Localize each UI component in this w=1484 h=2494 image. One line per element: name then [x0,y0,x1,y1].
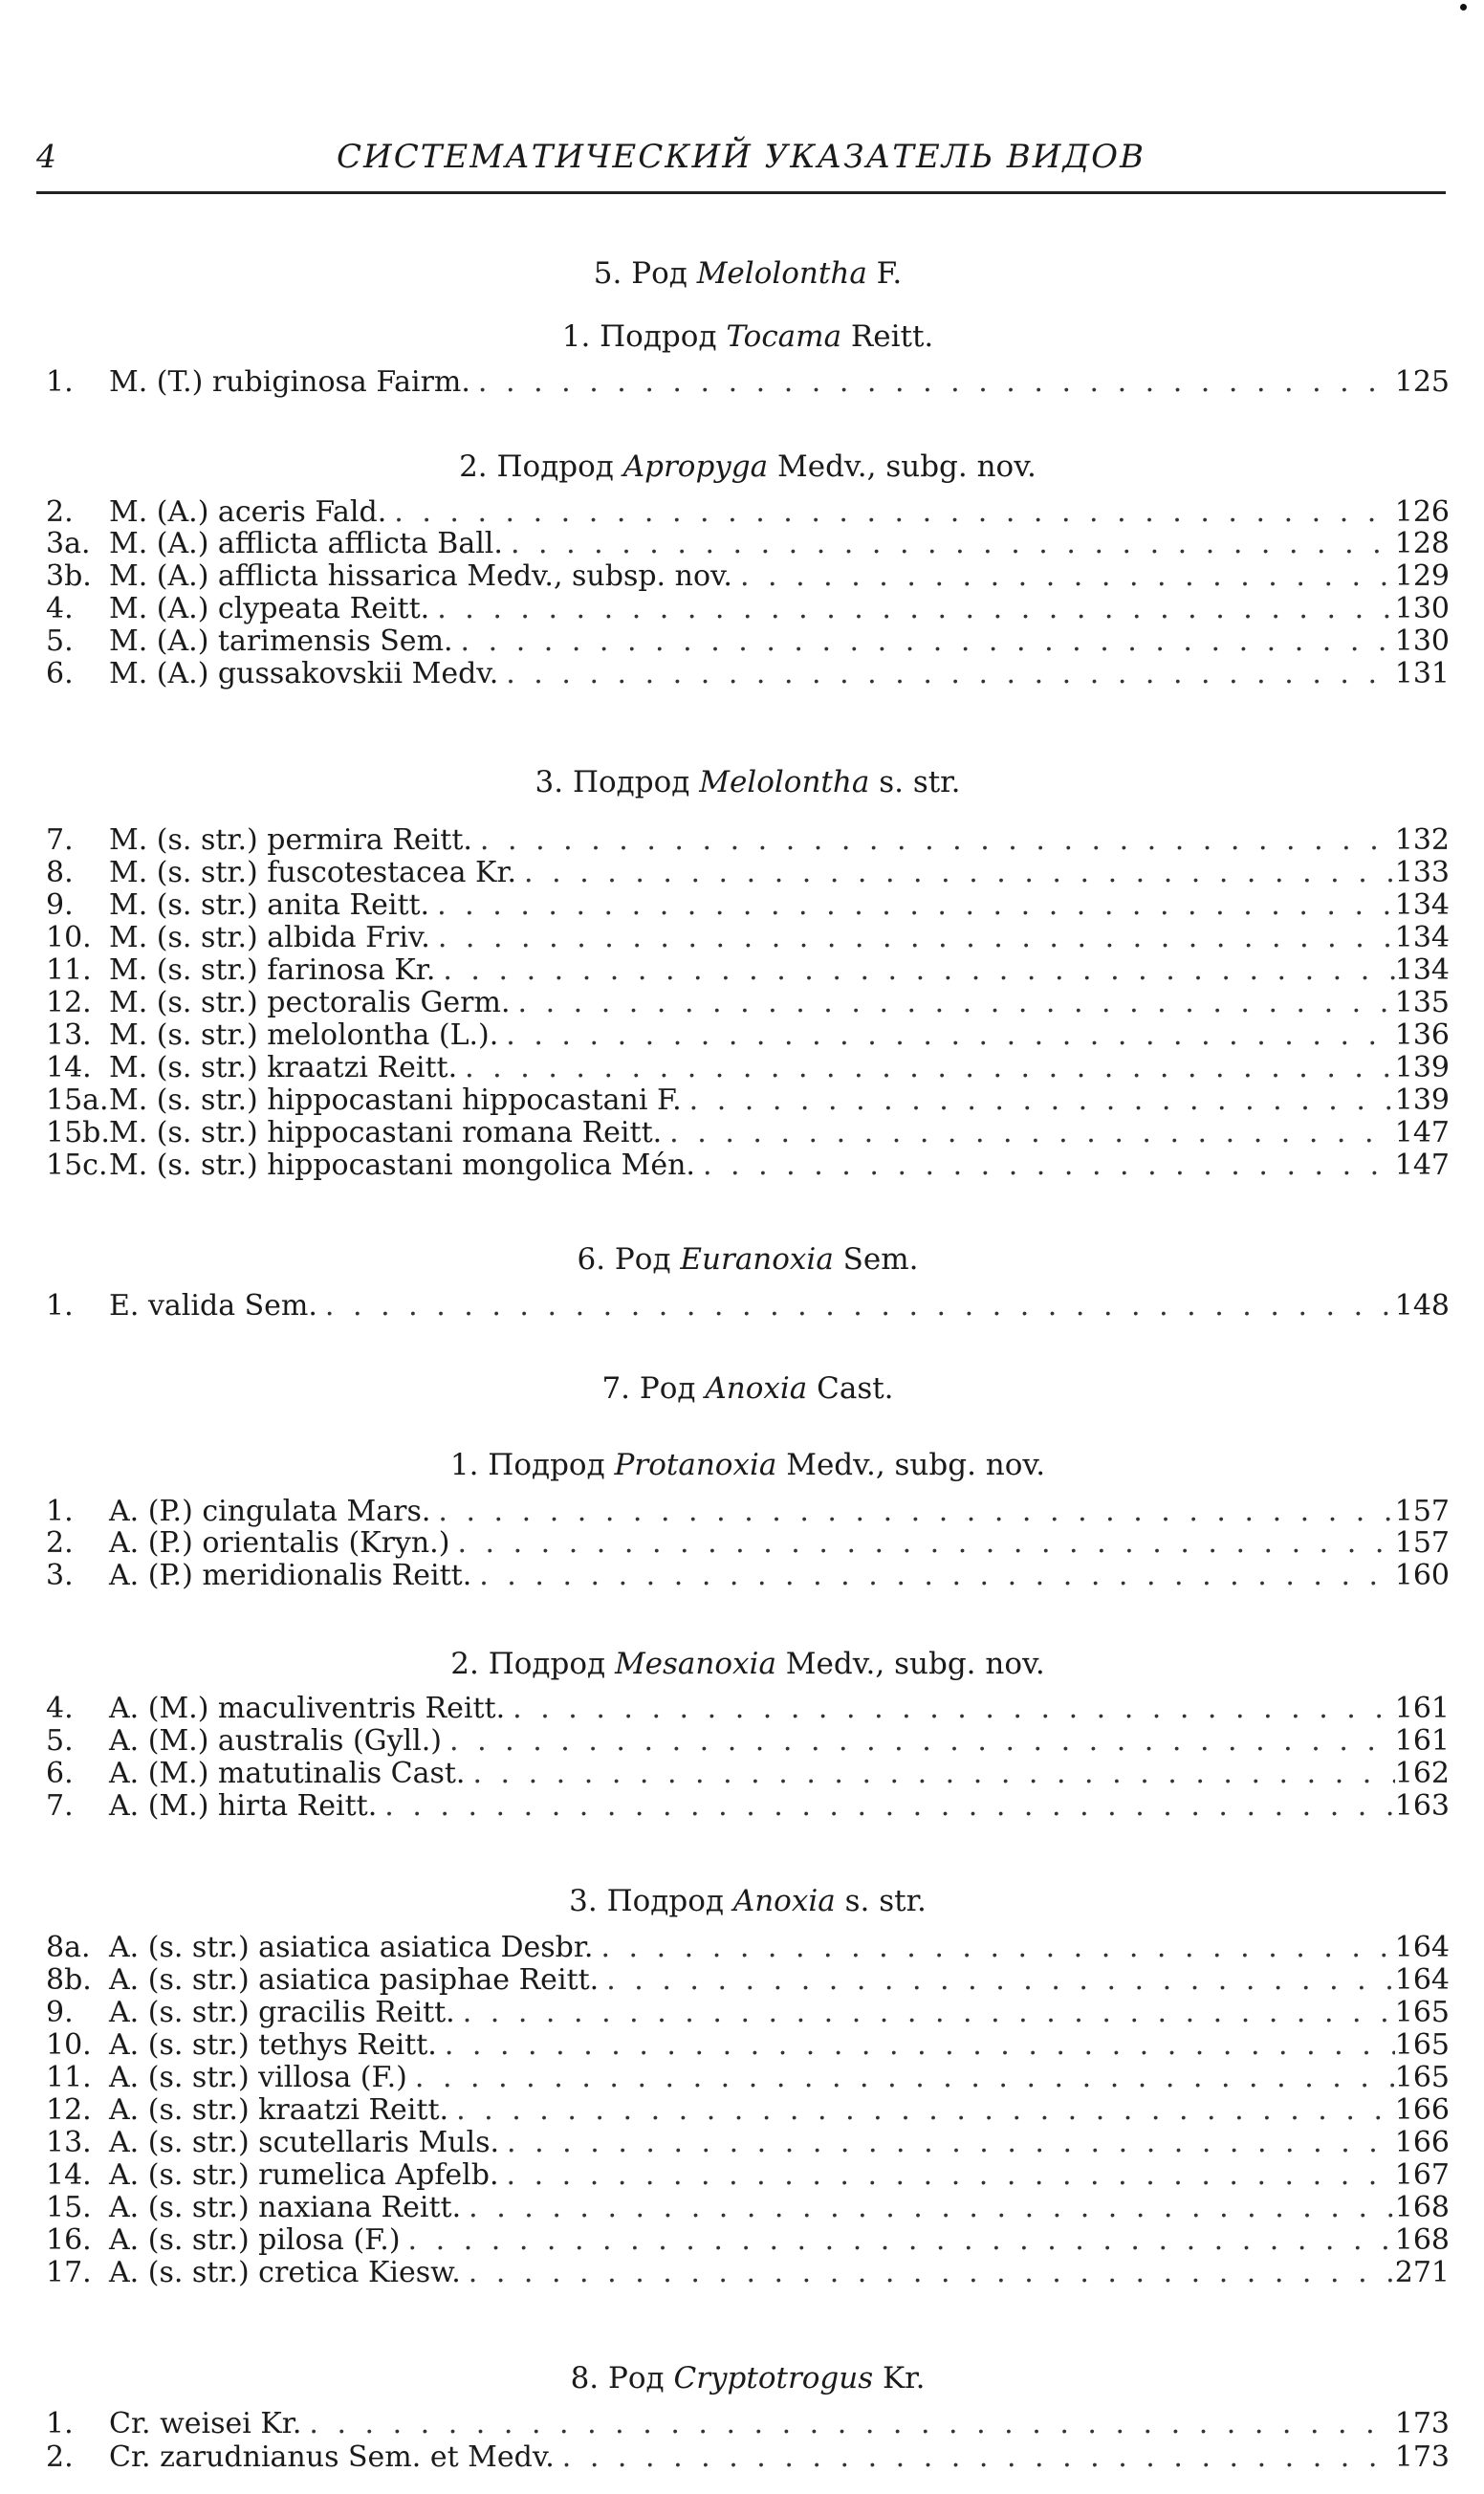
entry-number: 13. [46,1018,92,1052]
heading-rank: 6. Род [577,1242,681,1277]
heading-taxon: Euranoxia [680,1242,834,1277]
species-name: M. (A.) tarimensis Sem. [109,624,453,658]
index-entry [46,857,1450,889]
entry-number: 15. [46,2191,92,2224]
dot-leader [448,2094,1395,2127]
index-entry [46,1052,1450,1084]
index-entry [46,1560,1450,1592]
heading-taxon: Anoxia [705,1371,808,1406]
index-entry [46,1290,1450,1323]
entry-number: 3b. [46,559,92,593]
index-entry [46,1693,1450,1725]
entry-page: 132 [1394,823,1450,857]
index-entry [46,2159,1450,2192]
heading-taxon: Melolontha [699,765,870,799]
species-name: A. (s. str.) cretica Kiesw. [109,2256,461,2289]
dot-leader [407,2062,1395,2094]
entry-page: 134 [1394,921,1450,954]
entry-number: 11. [46,953,92,987]
entry-number: 7. [46,823,74,857]
index-entry [46,922,1450,954]
species-name: A. (M.) maculiventris Reitt. [109,1692,506,1725]
dot-leader [471,1560,1395,1592]
species-name: M. (s. str.) farinosa Kr. [109,953,436,987]
species-name: A. (M.) australis (Gyll.) [109,1724,442,1758]
entry-page: 163 [1394,1789,1450,1823]
dot-leader [732,560,1395,593]
entry-number: 4. [46,1692,74,1725]
heading-author: Cast. [807,1371,894,1406]
heading-author: F. [866,256,903,291]
species-name: M. (s. str.) hippocastani hippocastani F. [109,1083,682,1117]
genus-heading [46,256,1450,291]
entry-page: 125 [1394,365,1450,399]
dot-leader [682,1084,1395,1117]
entry-number: 15a. [46,1083,109,1117]
entry-number: 15b. [46,1116,110,1149]
heading-author: Reitt. [841,319,934,354]
species-name: A. (P.) orientalis (Kryn.) [109,1526,450,1560]
dot-leader [430,1496,1394,1528]
heading-taxon: Cryptotrogus [673,2361,874,2396]
index-entry [46,366,1450,399]
dot-leader [465,1758,1394,1790]
dot-leader [461,2192,1395,2224]
entry-number: 1. [46,1289,74,1323]
heading-taxon: Apropyga [622,449,769,484]
dot-leader [377,1790,1394,1823]
index-entry [46,1758,1450,1790]
heading-rank: 7. Род [601,1371,706,1406]
index-entry [46,1725,1450,1758]
entry-page: 168 [1394,2223,1450,2257]
entry-page: 162 [1394,1757,1450,1790]
index-entry [46,2127,1450,2159]
species-name: M. (A.) gussakovskii Medv. [109,657,499,690]
species-name: M. (s. str.) kraatzi Reitt. [109,1051,458,1084]
entry-page: 166 [1394,2093,1450,2127]
entry-page: 173 [1394,2440,1450,2474]
dot-leader [455,1997,1395,2029]
index-entry [46,2062,1450,2094]
entry-page: 164 [1394,1963,1450,1997]
entry-number: 9. [46,1996,74,2029]
species-name: M. (s. str.) hippocastani romana Reitt. [109,1116,663,1149]
dot-leader [499,2159,1395,2192]
index-entry [46,987,1450,1019]
species-name: A. (P.) meridionalis Reitt. [109,1559,472,1592]
species-name: M. (A.) clypeata Reitt. [109,592,430,625]
index-entry [46,2441,1450,2474]
entry-number: 5. [46,1724,74,1758]
dot-leader [511,987,1395,1019]
genus-heading [46,1242,1450,1277]
dot-leader [317,1290,1395,1323]
subgenus-heading [46,1884,1450,1918]
entry-page: 167 [1394,2158,1450,2192]
entry-page: 131 [1394,657,1450,690]
heading-rank: 8. Род [570,2361,674,2396]
entry-number: 12. [46,986,92,1019]
entry-page: 271 [1394,2256,1450,2289]
subgenus-heading [46,449,1450,484]
index-entry [46,1964,1450,1997]
dot-leader [498,658,1395,690]
entry-page: 157 [1394,1526,1450,1560]
index-entry [46,2257,1450,2289]
entry-number: 6. [46,1757,74,1790]
species-name: A. (s. str.) gracilis Reitt. [109,1996,455,2029]
entry-number: 17. [46,2256,92,2289]
heading-taxon: Mesanoxia [614,1647,776,1681]
species-name: A. (M.) matutinalis Cast. [109,1757,466,1790]
dot-leader [401,2224,1395,2257]
index-entry [46,2192,1450,2224]
species-name: M. (A.) afflicta hissarica Medv., subsp. nov. [109,559,732,593]
index-entry [46,1932,1450,1964]
subgenus-heading [46,1647,1450,1681]
heading-rank: 2. Подрод [459,449,623,484]
dot-leader [457,1052,1395,1084]
dot-leader [555,2441,1395,2474]
entry-page: 126 [1394,495,1450,529]
entry-page: 128 [1394,527,1450,560]
dot-leader [498,1019,1394,1052]
species-name: M. (s. str.) pectoralis Germ. [109,986,511,1019]
heading-author: s. str. [869,765,961,799]
species-name: E. valida Sem. [109,1289,317,1323]
dot-leader [461,2257,1395,2289]
heading-taxon: Tocama [726,319,842,354]
species-name: M. (s. str.) anita Reitt. [109,888,430,922]
entry-page: 148 [1394,1289,1450,1323]
dot-leader [695,1149,1395,1182]
heading-taxon: Protanoxia [614,1448,777,1482]
heading-author: Sem. [833,1242,919,1277]
dot-leader [516,857,1395,889]
dot-leader [430,922,1395,954]
species-name: Cr. zarudnianus Sem. et Medv. [109,2440,555,2474]
entry-page: 168 [1394,2191,1450,2224]
entry-page: 165 [1394,2061,1450,2094]
entry-page: 166 [1394,2126,1450,2159]
entry-page: 134 [1394,888,1450,922]
index-entry [46,2094,1450,2127]
dot-leader [470,366,1395,399]
index-entry [46,625,1450,658]
index-entry [46,593,1450,625]
dot-leader [599,1964,1395,1997]
printed-mark [1460,4,1467,11]
entry-page: 165 [1394,1996,1450,2029]
dot-leader [301,2408,1394,2440]
entry-page: 161 [1394,1692,1450,1725]
heading-taxon: Melolontha [696,256,867,291]
index-entry [46,954,1450,987]
species-name: A. (P.) cingulata Mars. [109,1495,431,1528]
species-name: M. (s. str.) melolontha (L.). [109,1018,499,1052]
index-entry [46,889,1450,922]
species-name: M. (A.) afflicta afflicta Ball. [109,527,503,560]
index-entry [46,1790,1450,1823]
heading-author: Kr. [873,2361,926,2396]
index-entry [46,1496,1450,1528]
entry-number: 8b. [46,1963,92,1997]
header-rule [36,191,1446,194]
index-entry [46,1997,1450,2029]
entry-page: 135 [1394,986,1450,1019]
index-entry [46,1084,1450,1117]
entry-number: 3. [46,1559,74,1592]
dot-leader [453,625,1395,658]
entry-page: 147 [1394,1116,1450,1149]
entry-page: 133 [1394,856,1450,889]
entry-number: 1. [46,365,74,399]
entry-number: 9. [46,888,74,922]
running-title: СИСТЕМАТИЧЕСКИЙ УКАЗАТЕЛЬ ВИДОВ [337,138,1146,176]
entry-number: 10. [46,921,92,954]
entry-number: 11. [46,2061,92,2094]
species-name: M. (s. str.) albida Friv. [109,921,430,954]
index-entry [46,528,1450,560]
index-entry [46,1117,1450,1149]
entry-number: 14. [46,2158,92,2192]
dot-leader [442,1725,1395,1758]
index-entry [46,2224,1450,2257]
entry-page: 165 [1394,2028,1450,2062]
entry-page: 147 [1394,1149,1450,1182]
dot-leader [429,889,1395,922]
heading-author: Medv., subg. nov. [768,449,1037,484]
species-name: M. (A.) aceris Fald. [109,495,387,529]
species-name: A. (s. str.) scutellaris Muls. [109,2126,500,2159]
species-name: A. (s. str.) villosa (F.) [109,2061,407,2094]
page-number: 4 [36,138,56,175]
heading-rank: 5. Род [593,256,697,291]
index-entry [46,658,1450,690]
entry-number: 1. [46,1495,74,1528]
entry-page: 139 [1394,1083,1450,1117]
species-name: A. (s. str.) tethys Reitt. [109,2028,437,2062]
heading-taxon: Anoxia [732,1884,836,1918]
species-name: M. (s. str.) permira Reitt. [109,823,472,857]
entry-number: 3a. [46,527,91,560]
index-entry [46,1019,1450,1052]
species-name: A. (s. str.) naxiana Reitt. [109,2191,462,2224]
dot-leader [435,954,1394,987]
dot-leader [449,1527,1394,1560]
entry-number: 15c. [46,1149,108,1182]
index-entry [46,1527,1450,1560]
heading-author: Medv., subg. nov. [775,1647,1045,1681]
entry-page: 129 [1394,559,1450,593]
entry-page: 134 [1394,953,1450,987]
entry-number: 1. [46,2407,74,2440]
entry-page: 157 [1394,1495,1450,1528]
dot-leader [503,528,1395,560]
entry-number: 8a. [46,1931,91,1964]
dot-leader [662,1117,1395,1149]
heading-rank: 3. Подрод [569,1884,733,1918]
entry-page: 130 [1394,592,1450,625]
entry-page: 136 [1394,1018,1450,1052]
heading-rank: 2. Подрод [450,1647,615,1681]
species-name: A. (M.) hirta Reitt. [109,1789,378,1823]
running-head [36,138,1446,186]
entry-number: 4. [46,592,74,625]
entry-number: 13. [46,2126,92,2159]
species-name: A. (s. str.) kraatzi Reitt. [109,2093,449,2127]
index-entry [46,1149,1450,1182]
species-name: A. (s. str.) asiatica asiatica Desbr. [109,1931,594,1964]
index-entry [46,2029,1450,2062]
entry-page: 173 [1394,2407,1450,2440]
species-name: A. (s. str.) rumelica Apfelb. [109,2158,499,2192]
dot-leader [386,496,1394,529]
dot-leader [437,2029,1395,2062]
entry-number: 2. [46,1526,74,1560]
index-entry [46,496,1450,529]
entry-number: 2. [46,2440,74,2474]
entry-page: 161 [1394,1724,1450,1758]
heading-rank: 1. Подрод [561,319,727,354]
subgenus-heading [46,765,1450,799]
dot-leader [505,1693,1395,1725]
entry-number: 2. [46,495,74,529]
heading-author: s. str. [835,1884,927,1918]
species-name: A. (s. str.) pilosa (F.) [109,2223,401,2257]
dot-leader [429,593,1395,625]
entry-number: 6. [46,657,74,690]
heading-rank: 3. Подрод [535,765,700,799]
species-name: A. (s. str.) asiatica pasiphae Reitt. [109,1963,600,1997]
entry-page: 160 [1394,1559,1450,1592]
dot-leader [499,2127,1395,2159]
entry-number: 16. [46,2223,92,2257]
heading-rank: 1. Подрод [449,1448,615,1482]
entry-number: 8. [46,856,74,889]
genus-heading [46,1371,1450,1406]
dot-leader [472,824,1395,857]
species-name: Cr. weisei Kr. [109,2407,302,2440]
dot-leader [593,1932,1394,1964]
genus-heading [46,2361,1450,2396]
index-entry [46,2408,1450,2440]
species-name: M. (s. str.) fuscotestacea Kr. [109,856,517,889]
entry-page: 130 [1394,624,1450,658]
species-name: M. (T.) rubiginosa Fairm. [109,365,470,399]
index-entry [46,824,1450,857]
entry-number: 7. [46,1789,74,1823]
entry-page: 164 [1394,1931,1450,1964]
species-name: M. (s. str.) hippocastani mongolica Mén. [109,1149,695,1182]
entry-page: 139 [1394,1051,1450,1084]
index-entry [46,560,1450,593]
subgenus-heading [46,1448,1450,1482]
entry-number: 14. [46,1051,92,1084]
entry-number: 10. [46,2028,92,2062]
heading-author: Medv., subg. nov. [776,1448,1046,1482]
entry-number: 5. [46,624,74,658]
subgenus-heading [46,319,1450,354]
entry-number: 12. [46,2093,92,2127]
